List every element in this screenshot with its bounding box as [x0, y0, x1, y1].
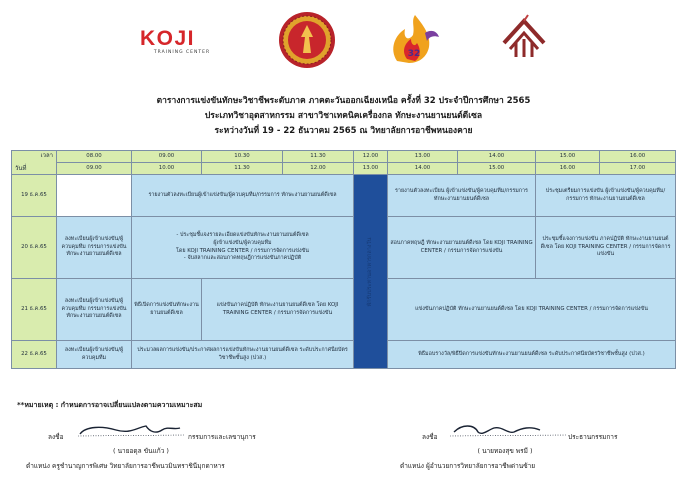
table-row — [12, 279, 676, 341]
schedule-cell — [132, 217, 354, 279]
lunch-break-label: พักรับประทานอาหารกลางวัน — [366, 237, 373, 306]
signature-role: กรรมการและเลขานุการ — [188, 433, 256, 441]
signature-role: ประธานกรรมการ — [568, 433, 618, 441]
schedule-cell: ลงทะเบียนผู้เข้าแข่งขัน/ผู้ควบคุมทีม กรรมการแข่งขันทักษะงานยานยนต์ดีเซล — [57, 217, 132, 279]
signatory-position: ตำแหน่ง ครูชำนาญการพิเศษ วิทยาลัยการอาชีพนวมินทราชินีมุกดาหาร — [26, 462, 225, 470]
time-start: 12.00 — [354, 151, 388, 163]
time-end: 17.00 — [600, 163, 676, 175]
schedule-cell: สอบภาคทฤษฎี ทักษะงานยานยนต์ดีเซล โดย KOJI TRAINING CENTER / กรรมการจัดการแข่งขัน — [388, 217, 536, 279]
schedule-cell: แข่งขันภาคปฏิบัติ ทักษะงานยานยนต์ดีเซล โดย KOJI TRAINING CENTER / กรรมการจัดการแข่งขัน — [202, 279, 354, 341]
schedule-cell: พิธีมอบรางวัล/พิธีปิดการแข่งขันทักษะงานยานยนต์ดีเซล ระดับประกาศนียบัตรวิชาชีพชั้นสูง (ปวส.) — [388, 341, 676, 369]
sign-label: ลงชื่อ — [48, 433, 64, 441]
document-titles — [0, 94, 687, 139]
time-start: 08.00 — [57, 151, 132, 163]
time-start: 15.00 — [536, 151, 600, 163]
schedule-line: โดย KOJI TRAINING CENTER / กรรมการจัดการแข่งขัน — [176, 247, 309, 254]
logo-bar — [0, 8, 687, 70]
time-start: 13.00 — [388, 151, 458, 163]
remark-note: **หมายเหตุ : กำหนดการอาจเปลี่ยนแปลงตามความเหมาะสม — [17, 401, 203, 409]
header-row-start — [12, 151, 676, 163]
table-row — [12, 217, 676, 279]
signatory-name: ( นายอดุล ขันแก้ว ) — [113, 447, 169, 455]
signature-block-secretary — [26, 422, 306, 471]
ornament-mark-icon — [498, 13, 550, 65]
koji-logo-word: KOJI — [140, 27, 196, 50]
schedule-line: ผู้เข้าแข่งขัน/ผู้ควบคุมทีม — [213, 239, 272, 246]
time-start: 16.00 — [600, 151, 676, 163]
svg-text:32: 32 — [407, 49, 421, 59]
schedule-cell: รายงานตัวลงทะเบียน ผู้เข้าแข่งขัน/ผู้ควบคุมทีม/กรรมการ ทักษะงานยานยนต์ดีเซล — [388, 175, 536, 217]
time-end: 11.30 — [202, 163, 283, 175]
schedule-cell: ลงทะเบียนผู้เข้าแข่งขัน/ผู้ควบคุมทีม กรรมการแข่งขันทักษะงานยานยนต์ดีเซล — [57, 279, 132, 341]
table-row — [12, 341, 676, 369]
schedule-table — [11, 150, 676, 369]
schedule-cell: รายงานตัวลงทะเบียนผู้เข้าแข่งขัน/ผู้ควบคุมทีม/กรรมการ ทักษะงานยานยนต์ดีเซล — [132, 175, 354, 217]
time-end: 10.00 — [132, 163, 202, 175]
table-row — [12, 175, 676, 217]
time-end: 14.00 — [388, 163, 458, 175]
koji-logo — [140, 28, 230, 55]
day-cell: 22 ธ.ค.65 — [12, 341, 57, 369]
time-end: 13.00 — [354, 163, 388, 175]
day-cell: 19 ธ.ค.65 — [12, 175, 57, 217]
schedule-cell: ประชุมเตรียมการแข่งขัน ผู้เข้าแข่งขัน/ผู้ควบคุมทีม/กรรมการ ทักษะงานยานยนต์ดีเซล — [536, 175, 676, 217]
signature-block-chair — [400, 422, 680, 471]
time-end: 15.00 — [458, 163, 536, 175]
schedule-cell: แข่งขันภาคปฏิบัติ ทักษะงานยานยนต์ดีเซล โดย KOJI TRAINING CENTER / กรรมการจัดการแข่งขัน — [388, 279, 676, 341]
schedule-cell: ประมวลผลการแข่งขัน/ประกาศผลการแข่งขันทักษะงานยานยนต์ดีเซล ระดับประกาศนียบัตรวิชาชีพชั้นสูง (ปวส.) — [132, 341, 354, 369]
empty-cell — [57, 175, 132, 217]
lunch-break-cell — [354, 175, 388, 369]
koji-logo-subtitle: TRAINING CENTER — [153, 50, 211, 55]
signatory-name: ( นายทองสุข พรมี ) — [477, 447, 533, 455]
corner-cell — [12, 151, 57, 175]
day-cell: 20 ธ.ค.65 — [12, 217, 57, 279]
handwritten-signature — [76, 422, 188, 440]
time-end: 09.00 — [57, 163, 132, 175]
time-start: 14.00 — [458, 151, 536, 163]
schedule-line: - ประชุมชี้แจงรายละเอียดแข่งขันทักษะงานยานยนต์ดีเซล — [176, 232, 309, 239]
day-cell: 21 ธ.ค.65 — [12, 279, 57, 341]
time-end: 16.00 — [536, 163, 600, 175]
skills-flame-icon — [385, 13, 443, 68]
vocational-seal-icon — [278, 11, 336, 69]
header-row-end — [12, 163, 676, 175]
handwritten-signature — [448, 422, 568, 440]
title-line-2: ประเภทวิชาอุตสาหกรรม สาขาวิชาเทคนิคเครื่องกล ทักษะงานยานยนต์ดีเซล — [204, 111, 483, 121]
time-end: 12.00 — [283, 163, 354, 175]
schedule-cell: พิธีเปิดการแข่งขันทักษะงานยานยนต์ดีเซล — [132, 279, 202, 341]
title-line-1: ตารางการแข่งขันทักษะวิชาชีพระดับภาค ภาคตะวันออกเฉียงเหนือ ครั้งที่ 32 ประจำปีการศึกษา 2565 — [156, 96, 531, 106]
time-start: 09.00 — [132, 151, 202, 163]
time-start: 10.30 — [202, 151, 283, 163]
corner-time-label: เวลา — [40, 152, 53, 159]
schedule-cell: ประชุมชี้แจงการแข่งขัน ภาคปฏิบัติ ทักษะงานยานยนต์ดีเซล โดย KOJI TRAINING CENTER / กรรมการจัดการแข่งขัน — [536, 217, 676, 279]
corner-day-label: วันที่ — [15, 165, 27, 173]
schedule-cell: ลงทะเบียนผู้เข้าแข่งขัน/ผู้ควบคุมทีม — [57, 341, 132, 369]
sign-label: ลงชื่อ — [422, 433, 438, 441]
signatory-position: ตำแหน่ง ผู้อำนวยการวิทยาลัยการอาชีพด่านซ้าย — [400, 462, 536, 470]
schedule-line: - จับสลากและสอบภาคทฤษฎีการแข่งขันภาคปฏิบัติ — [183, 255, 302, 262]
time-start: 11.30 — [283, 151, 354, 163]
title-line-3: ระหว่างวันที่ 19 - 22 ธันวาคม 2565 ณ วิทยาลัยการอาชีพหนองคาย — [214, 126, 473, 136]
